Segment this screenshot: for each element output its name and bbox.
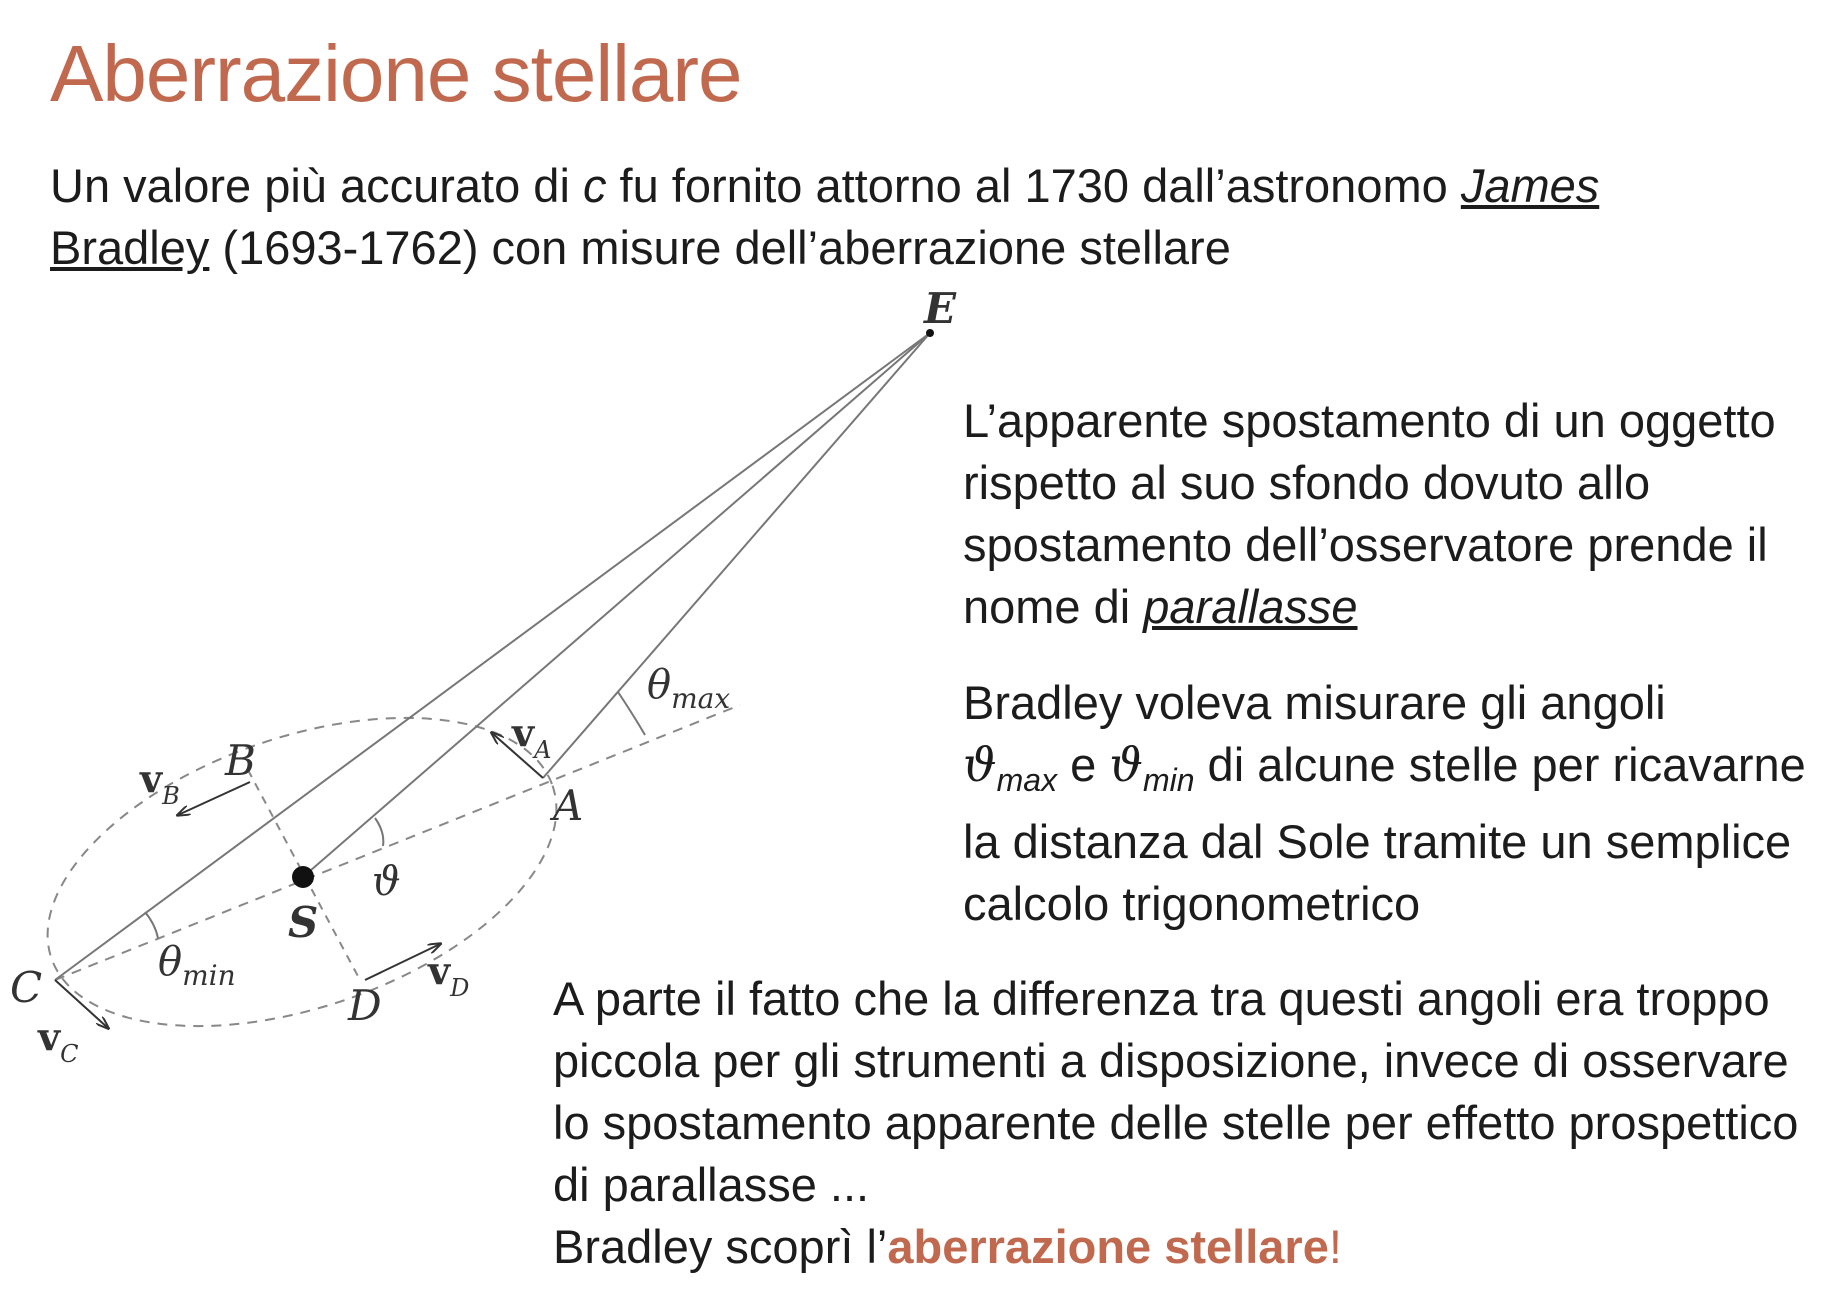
arc-theta-max bbox=[618, 692, 645, 735]
theta-min-symbol: ϑ bbox=[1109, 738, 1143, 793]
arrow-vC bbox=[55, 980, 108, 1028]
arrow-vB bbox=[178, 782, 250, 815]
discovery-paragraph: A parte il fatto che la differenza tra questi angoli era troppo piccola per gli strumenti a disposizione, invece di osservare lo spostamento apparente delle stelle per effetto prospettico di parallasse ... Bradley scoprì l’aberrazione stellare! bbox=[553, 972, 1799, 1273]
label-D: D bbox=[348, 981, 382, 1030]
aberration-diagram bbox=[0, 285, 960, 1085]
angles-paragraph: Bradley voleva misurare gli angoli $ϑ_{max}$ e $ϑ_{min}$ di alcune stelle per ricavarne la distanza dal Sole tramite un semplice calcolo trigonometrico bbox=[963, 676, 1806, 930]
label-E: E bbox=[924, 285, 957, 333]
intro-text: Un valore più accurato di c fu fornito attorno al 1730 dall’astronomo James Bradley (1693-1762) con misure dell’aberrazione stellare bbox=[50, 159, 1600, 274]
sight-line-A bbox=[543, 333, 930, 778]
sun-S bbox=[292, 866, 314, 888]
slide-title: Aberrazione stellare bbox=[50, 29, 742, 118]
label-B: B bbox=[225, 736, 256, 785]
sight-line-S bbox=[303, 333, 930, 877]
label-theta-max: θmax bbox=[647, 662, 731, 715]
label-theta-min: θmin bbox=[158, 939, 236, 992]
arc-theta bbox=[375, 818, 383, 846]
speed-of-light-symbol: c bbox=[582, 159, 607, 212]
label-vA: vA bbox=[512, 710, 552, 764]
james-link: James bbox=[1460, 159, 1600, 212]
label-vD: vD bbox=[428, 948, 470, 1002]
label-C: C bbox=[10, 963, 43, 1012]
label-A: A bbox=[553, 781, 584, 830]
aberration-highlight: aberrazione stellare bbox=[887, 1220, 1329, 1273]
bradley-link: Bradley bbox=[50, 221, 210, 274]
label-S: S bbox=[288, 898, 319, 947]
sight-line-C bbox=[55, 333, 930, 980]
arc-theta-min bbox=[145, 912, 158, 938]
theta-max-symbol: ϑ bbox=[963, 738, 997, 793]
parallax-term: parallasse bbox=[1143, 580, 1358, 633]
label-vC: vC bbox=[38, 1014, 79, 1068]
label-vartheta: ϑ bbox=[372, 859, 401, 905]
label-vB: vB bbox=[140, 756, 180, 810]
parallax-definition: L’apparente spostamento di un oggetto rispetto al suo sfondo dovuto allo spostamento dell’osservatore prende il nome di parallasse bbox=[963, 394, 1776, 633]
